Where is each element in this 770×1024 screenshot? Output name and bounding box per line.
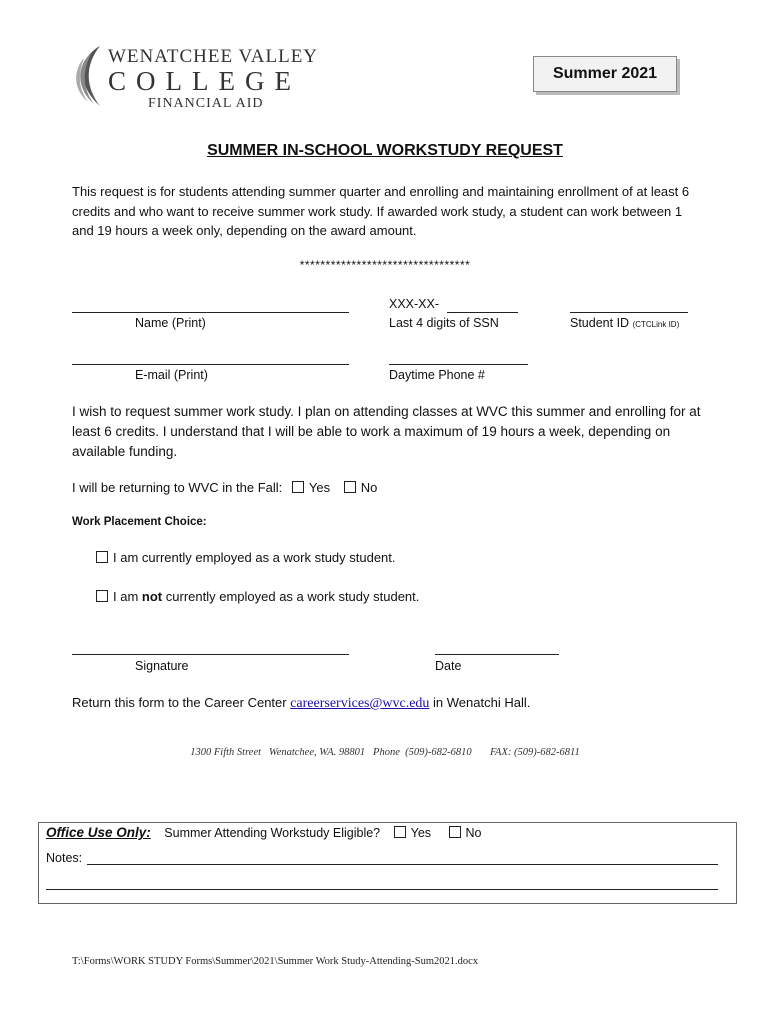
intro-paragraph: This request is for students attending summer quarter and enrolling and maintaining enrollment of at least 6 credits and who want to receive summer work study. If awarded work study, a student can work between 1 and 19 hours a week only, depending on the award amount. xyxy=(72,184,690,238)
student-id-note: (CTCLink ID) xyxy=(632,320,680,329)
notes-line-1[interactable] xyxy=(87,864,718,865)
placement-option-2: I am not currently employed as a work study student. xyxy=(96,589,419,604)
phone-field[interactable] xyxy=(389,364,528,365)
name-field[interactable] xyxy=(72,312,349,313)
term-badge: Summer 2021 xyxy=(533,56,677,92)
eligible-yes-checkbox[interactable] xyxy=(394,826,406,838)
signature-label: Signature xyxy=(135,659,189,673)
date-label: Date xyxy=(435,659,462,673)
placement-employed-checkbox[interactable] xyxy=(96,551,108,563)
email-label: E-mail (Print) xyxy=(135,368,208,382)
placement-option-1: I am currently employed as a work study student. xyxy=(96,550,396,565)
file-path-footer: T:\Forms\WORK STUDY Forms\Summer\2021\Summer Work Study-Attending-Sum2021.docx xyxy=(72,956,479,967)
college-logo xyxy=(70,44,319,114)
notes-line-2[interactable] xyxy=(46,889,718,890)
college-address: 1300 Fifth Street Wenatchee, WA. 98801 Phone (509)-682-6810 FAX: (509)-682-6811 xyxy=(190,747,580,758)
returning-question: I will be returning to WVC in the Fall: Yes No xyxy=(72,480,378,495)
separator: ********************************* xyxy=(299,258,471,272)
career-services-email-link[interactable]: careerservices@wvc.edu xyxy=(290,696,430,711)
notes-label: Notes: xyxy=(46,851,83,865)
logo-line-3: FINANCIAL AID xyxy=(148,96,264,111)
statement-paragraph: I wish to request summer work study. I plan on attending classes at WVC this summer and enrolling for at least 6 credits. I understand that I will be able to work a maximum of 19 hours a week, depending on available funding. xyxy=(72,404,701,459)
form-title: SUMMER IN-SCHOOL WORKSTUDY REQUEST xyxy=(207,142,563,159)
leaf-swoosh-icon xyxy=(70,44,108,108)
student-id-field[interactable] xyxy=(570,312,688,313)
signature-field[interactable] xyxy=(72,654,349,655)
return-info: Return this form to the Career Center careerservices@wvc.edu in Wenatchi Hall. xyxy=(72,695,531,711)
office-use-label: Office Use Only: xyxy=(46,825,151,840)
logo-line-1: WENATCHEE VALLEY xyxy=(108,46,319,67)
ssn-label: Last 4 digits of SSN xyxy=(389,316,499,330)
returning-yes-checkbox[interactable] xyxy=(292,481,304,493)
office-use-row: Office Use Only: Summer Attending Workstudy Eligible? Yes No xyxy=(46,825,482,840)
student-id-label: Student ID (CTCLink ID) xyxy=(570,316,680,330)
returning-yes-label: Yes xyxy=(308,480,331,495)
logo-line-2: COLLEGE xyxy=(108,66,301,96)
placement-not-employed-checkbox[interactable] xyxy=(96,590,108,602)
ssn-last4-field[interactable] xyxy=(447,312,518,313)
ssn-prefix: XXX-XX- xyxy=(389,297,440,311)
eligible-no-checkbox[interactable] xyxy=(449,826,461,838)
returning-no-label: No xyxy=(360,480,378,495)
date-field[interactable] xyxy=(435,654,559,655)
email-field[interactable] xyxy=(72,364,349,365)
placement-heading: Work Placement Choice: xyxy=(72,516,207,528)
name-label: Name (Print) xyxy=(135,316,206,330)
phone-label: Daytime Phone # xyxy=(389,368,485,382)
returning-no-checkbox[interactable] xyxy=(344,481,356,493)
office-use-box xyxy=(38,822,737,904)
